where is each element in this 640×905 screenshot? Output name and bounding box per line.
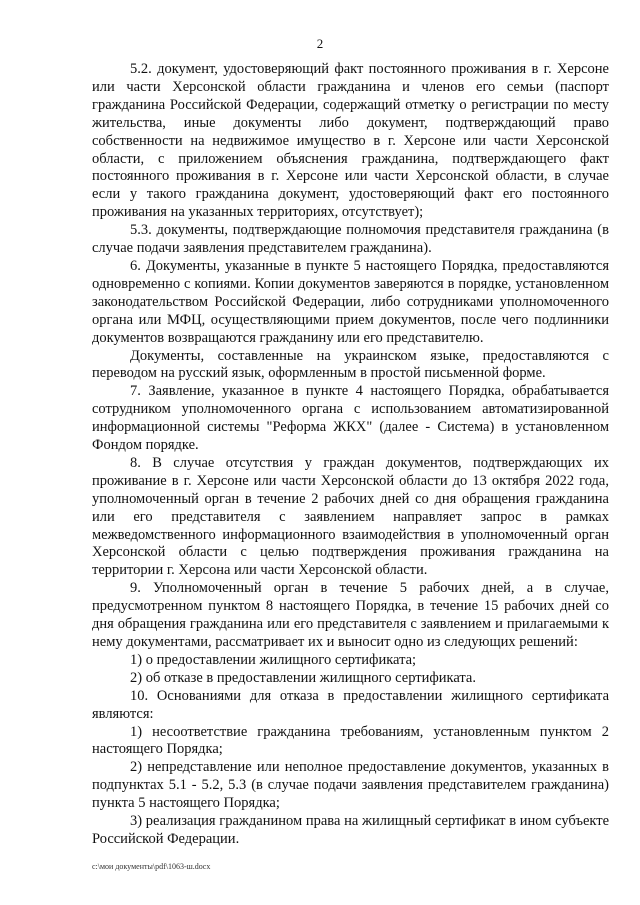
- paragraph-5-2: 5.2. документ, удостоверяющий факт постоянного проживания в г. Херсоне или части Херсонской области гражданина и членов его семьи (паспорт гражданина Российской Федерации, содержащий отметку о регистрации по месту жительства, иные документы либо документ, подтверждающий право собственности на недвижимое имущество в г. Херсоне или части Херсонской области, с приложением объяснения гражданина, подтверждающего факт постоянного проживания в г. Херсоне или части Херсонской области, в случае если у такого гражданина документ, удостоверяющий факт его постоянного проживания на указанных территориях, отсутствует);: [92, 61, 609, 221]
- page-number: 2: [316, 36, 324, 51]
- paragraph-10: 10. Основаниями для отказа в предоставлении жилищного сертификата являются:: [92, 687, 609, 722]
- paragraph-9: 9. Уполномоченный орган в течение 5 рабочих дней, а в случае, предусмотренном пунктом 8 настоящего Порядка, в течение 15 рабочих дней со дня обращения гражданина или его представителя с заявлением и прилагаемыми к нему документами, рассматривает их и выносит одно из следующих решений:: [92, 580, 609, 650]
- paragraph-5-3: 5.3. документы, подтверждающие полномочия представителя гражданина (в случае подачи заявления представителем гражданина).: [92, 222, 609, 257]
- paragraph-6-ukrainian-documents: Документы, составленные на украинском языке, предоставляются с переводом на русский язык, оформленным в простой письменной форме.: [92, 347, 609, 382]
- refusal-ground-3: 3) реализация гражданином права на жилищный сертификат в ином субъекте Российской Федерации.: [92, 813, 609, 847]
- refusal-ground-2: 2) непредставление или неполное предоставление документов, указанных в подпунктах 5.1 - 5.2, 5.3 (в случае подачи заявления представителем гражданина) пункта 5 настоящего Порядка;: [92, 759, 609, 812]
- refusal-ground-1: 1) несоответствие гражданина требованиям, установленным пунктом 2 настоящего Порядка;: [92, 723, 609, 758]
- paragraph-8: 8. В случае отсутствия у граждан документов, подтверждающих их проживание в г. Херсоне или части Херсонской области до 13 октября 2022 года, уполномоченный орган в течение 2 рабочих дней со дня обращения гражданина или его представителя с заявлением направляет запрос в рамках межведомственного информационного взаимодействия в уполномоченный орган Херсонской области с целью подтверждения проживания гражданина на территории г. Херсона или части Херсонской области.: [92, 454, 609, 579]
- paragraph-7: 7. Заявление, указанное в пункте 4 настоящего Порядка, обрабатывается сотрудником уполномоченного органа с использованием автоматизированной информационной системы "Реформа ЖКХ" (далее - Система) в установленном Фондом порядке.: [92, 383, 609, 454]
- document-body: [92, 61, 609, 849]
- paragraph-6: 6. Документы, указанные в пункте 5 настоящего Порядка, предоставляются одновременно с копиями. Копии документов заверяются в порядке, установленном законодательством Российской Федерации, либо сотрудниками уполномоченного органа или МФЦ, осуществляющими прием документов, после чего подлинники документов возвращаются гражданину или его представителю.: [92, 257, 609, 346]
- decision-option-1: 1) о предоставлении жилищного сертификата;: [130, 651, 417, 668]
- decision-option-2: 2) об отказе в предоставлении жилищного сертификата.: [130, 669, 476, 686]
- file-path-footer: c:\мои документы\pdf\1063-ш.docx: [92, 862, 211, 871]
